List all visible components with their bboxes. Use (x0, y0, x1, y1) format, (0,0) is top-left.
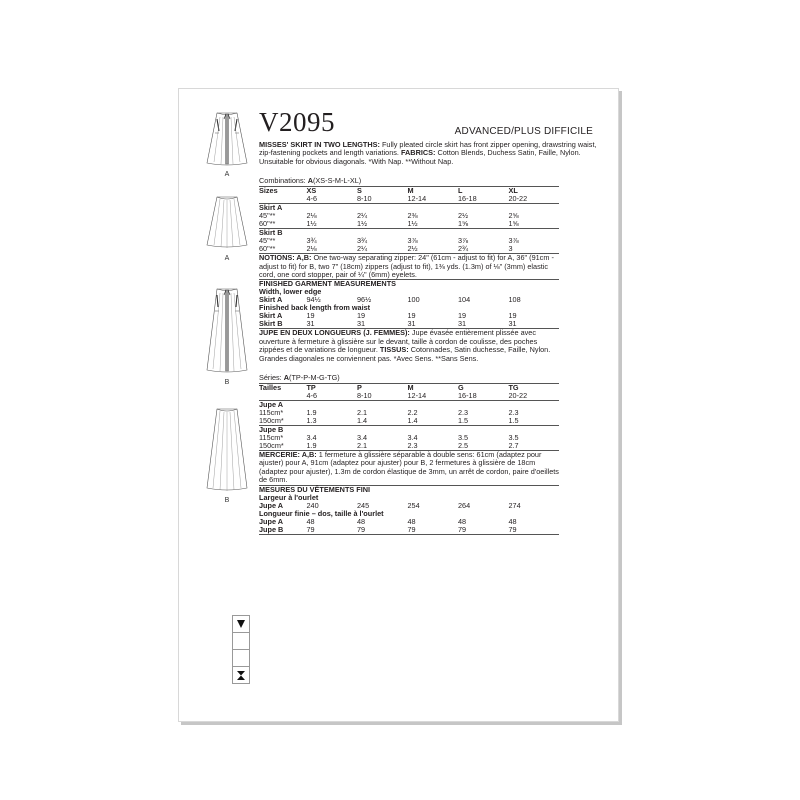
fabric-width: 150cm* (259, 416, 284, 426)
french-description-text: Jupe évasée entièrement plissée avec ouverture à fermeture à glissière sur le devant, taille à cordon de coulisse, des poches zippées et de variations de longueur. (259, 328, 538, 355)
skirt-b-back-drawing-icon (205, 407, 249, 493)
yardage-value: 2¼ (356, 244, 368, 254)
yardage-value: 2¾ (457, 244, 469, 254)
size-range: 8-10 (356, 391, 372, 401)
combinations-sizes: (TP-P-M-G-TG) (289, 373, 340, 383)
measurement-value: 48 (457, 516, 467, 526)
yardage-value: 2.2 (407, 408, 418, 418)
size-range-row (259, 392, 559, 401)
skirt-a-back-drawing-icon (205, 195, 249, 251)
fabric-width: 45"** (259, 211, 276, 221)
yardage-value: 1⅝ (508, 219, 519, 229)
measurement-value: 79 (356, 524, 366, 534)
yardage-value: 2⅛ (306, 244, 317, 254)
length-heading: Longueur finie – dos, taille à l'ourlet (259, 508, 384, 518)
yardage-value: 2.3 (407, 441, 418, 451)
yardage-value: 3.5 (457, 433, 469, 443)
yardage-value: 1.9 (306, 408, 317, 418)
notions-text: One two-way separating zipper: 24" (61cm - adjust to fit) for A, 36" (91cm - adjust to fit) for B, two 7" (18cm) zippers (adjust to fit), 1⅜ yds. (1.3m) of ⅛" (3mm) elastic cord, one cord stopper, pair of ¼" (6mm) eyelets. (259, 253, 554, 280)
yardage-value: 3.4 (407, 433, 418, 443)
yardage-value: 2½ (407, 244, 418, 254)
yardage-value: 2.3 (508, 408, 519, 418)
measurement-value: 254 (407, 500, 420, 510)
yardage-value: 3¾ (356, 236, 368, 246)
illustration-skirt-b-back (197, 407, 257, 504)
yardage-row (259, 220, 559, 229)
english-title: MISSES' SKIRT IN TWO LENGTHS: (259, 140, 380, 149)
measurement-value: 79 (407, 524, 416, 534)
view-label: Skirt B (259, 319, 283, 329)
fabric-width: 45"** (259, 236, 276, 246)
measurement-value: 96½ (356, 295, 372, 305)
yardage-value: 2⅜ (407, 211, 418, 221)
view-label: Skirt A (259, 295, 283, 305)
measurement-value: 19 (407, 311, 416, 321)
french-yardage-table (259, 383, 559, 450)
size-name: S (357, 187, 408, 196)
measurement-value: 48 (407, 516, 416, 526)
illustration-label: B (224, 379, 230, 386)
notions-text: 1 fermeture à glissière séparable à double sens: 61cm (adaptez pour ajuster) pour A, 91cm (adaptez pour ajuster) pour B, 2 fermetures à glissière de 18cm (adaptez pour ajuster), 1.3m de cordon élastique de 3mm, un arrêt de cordon, paire d'oeillets de 6mm. (259, 450, 559, 485)
fabric-width: 115cm* (259, 408, 284, 418)
yardage-row (259, 245, 559, 253)
finished-heading: MESURES DU VÊTEMENTS FINI (259, 485, 559, 494)
combinations-label: Combinations: (259, 176, 306, 186)
size-name: M (407, 384, 458, 393)
view-label: Jupe B (259, 524, 284, 534)
width-heading: Width, lower edge (259, 287, 322, 297)
yardage-value: 3.4 (356, 433, 368, 443)
size-name: L (458, 187, 509, 196)
yardage-value: 3⅞ (508, 236, 519, 246)
size-range: 8-10 (356, 194, 372, 204)
french-fabrics-text: Cotonnades, Satin duchesse, Faille, Nylon. Grandes diagonales ne conviennent pas. *Avec Sens. **Sans Sens. (259, 345, 551, 363)
french-description (259, 328, 559, 363)
combinations-view: A (283, 373, 290, 383)
measurement-value: 31 (306, 319, 315, 329)
english-notions (259, 253, 559, 279)
measurement-value: 19 (356, 311, 366, 321)
french-notions (259, 450, 559, 485)
yardage-value: 2.7 (508, 441, 519, 451)
illustration-skirt-a-back (197, 195, 257, 262)
measurement-value: 79 (508, 524, 517, 534)
fabric-width: 115cm* (259, 433, 284, 443)
blank-symbol-cell (233, 650, 249, 667)
measurement-value: 240 (306, 500, 319, 510)
english-description-text: Fully pleated circle skirt has front zipper opening, drawstring waist, zip-fastening pockets and length variations. (259, 140, 597, 158)
measurement-row (259, 526, 559, 534)
sizes-label: Tailles (259, 384, 306, 393)
measurement-value: 48 (306, 516, 315, 526)
measurement-value: 31 (356, 319, 366, 329)
size-name: G (458, 384, 509, 393)
size-range: 16-18 (457, 194, 477, 204)
size-range: 20-22 (508, 391, 528, 401)
yardage-value: 2¼ (356, 211, 368, 221)
yardage-value: 2.1 (356, 408, 368, 418)
yardage-value: 2⅝ (508, 211, 519, 221)
view-heading: Jupe B (259, 426, 559, 435)
size-range: 4-6 (306, 194, 318, 204)
pattern-number: V2095 (259, 107, 335, 137)
illustration-label: A (224, 255, 230, 262)
combinations-view: A (307, 176, 313, 186)
yardage-value: 1.5 (457, 416, 469, 426)
view-heading: Jupe A (259, 401, 559, 410)
size-range: 16-18 (457, 391, 477, 401)
sizes-label: Sizes (259, 187, 306, 196)
yardage-row (259, 442, 559, 450)
text-column (259, 89, 599, 535)
size-name: TG (508, 384, 559, 393)
notions-label: NOTIONS: A,B: (259, 253, 312, 263)
yardage-value: 2½ (457, 211, 469, 221)
yardage-value: 1.4 (356, 416, 368, 426)
english-yardage-table (259, 186, 559, 253)
measurement-value: 245 (356, 500, 370, 510)
french-finished-measurements (259, 485, 559, 534)
yardage-value: 3¾ (306, 236, 317, 246)
measurement-value: 104 (457, 295, 471, 305)
yardage-value: 3.4 (306, 433, 317, 443)
yardage-value: 1.9 (306, 441, 317, 451)
length-heading: Finished back length from waist (259, 303, 371, 313)
view-label: Jupe A (259, 500, 284, 510)
yardage-value: 1⅝ (457, 219, 469, 229)
illustration-label: B (224, 497, 230, 504)
yardage-value: 2.1 (356, 441, 368, 451)
measurement-value: 19 (306, 311, 315, 321)
yardage-value: 2⅛ (306, 211, 317, 221)
measurement-row (259, 320, 559, 328)
size-name: P (357, 384, 408, 393)
notions-label: MERCERIE: A,B: (259, 450, 317, 460)
measurement-value: 79 (457, 524, 467, 534)
size-range: 4-6 (306, 391, 318, 401)
yardage-value: 3⅞ (457, 236, 469, 246)
english-description (259, 141, 599, 166)
french-combinations (259, 373, 599, 383)
measurement-value: 31 (457, 319, 467, 329)
size-range: 20-22 (508, 194, 528, 204)
combinations-label: Séries: (259, 373, 282, 383)
pattern-envelope-back (178, 88, 619, 722)
yardage-value: 1.5 (508, 416, 519, 426)
size-range: 12-14 (407, 194, 427, 204)
measurement-value: 19 (457, 311, 467, 321)
size-name: M (407, 187, 458, 196)
measurement-value: 274 (508, 500, 521, 510)
english-combinations (259, 176, 599, 186)
view-label: Jupe A (259, 516, 284, 526)
fabric-width: 60"** (259, 244, 276, 254)
triangle-down-icon (233, 616, 249, 633)
measurement-value: 48 (356, 516, 366, 526)
size-name: XS (306, 187, 357, 196)
view-heading: Skirt B (259, 229, 559, 238)
english-finished-measurements (259, 279, 559, 328)
skirt-a-front-drawing-icon (205, 111, 249, 167)
yardage-value: 3 (508, 244, 513, 254)
measurement-value: 100 (407, 295, 420, 305)
fabric-symbol-legend (232, 615, 250, 684)
size-range: 12-14 (407, 391, 427, 401)
yardage-value: 1.3 (306, 416, 317, 426)
hourglass-icon (233, 667, 249, 683)
yardage-value: 3⅞ (407, 236, 418, 246)
width-heading: Largeur à l'ourlet (259, 492, 319, 502)
combinations-sizes: (XS-S-M-L-XL) (312, 176, 362, 186)
french-fabrics-label: TISSUS: (379, 345, 409, 355)
yardage-value: 1½ (306, 219, 317, 229)
measurement-value: 31 (508, 319, 517, 329)
fabric-width: 60"** (259, 219, 276, 229)
size-range-row (259, 195, 559, 204)
yardage-value: 2.3 (457, 408, 469, 418)
measurement-value: 94½ (306, 295, 321, 305)
french-title: JUPE EN DEUX LONGUEURS (J. FEMMES): (259, 328, 410, 338)
yardage-value: 1½ (407, 219, 418, 229)
measurement-value: 108 (508, 295, 521, 305)
measurement-value: 264 (457, 500, 471, 510)
blank-symbol-cell (233, 633, 249, 650)
size-name: TP (306, 384, 357, 393)
measurement-value: 19 (508, 311, 517, 321)
illustration-skirt-a-front (197, 111, 257, 178)
view-label: Skirt A (259, 311, 283, 321)
yardage-value: 1½ (356, 219, 368, 229)
fabric-width: 150cm* (259, 441, 284, 451)
english-fabrics-label: FABRICS: (400, 148, 436, 158)
title-row (259, 89, 599, 141)
measurement-value: 79 (306, 524, 315, 534)
view-heading: Skirt A (259, 204, 559, 213)
yardage-value: 3.5 (508, 433, 519, 443)
difficulty-label: ADVANCED/PLUS DIFFICILE (454, 126, 593, 137)
measurement-value: 48 (508, 516, 517, 526)
finished-heading: FINISHED GARMENT MEASUREMENTS (259, 280, 559, 289)
yardage-value: 2.5 (457, 441, 469, 451)
end-divider (259, 534, 559, 535)
illustration-skirt-b-front (197, 287, 257, 386)
size-name: XL (508, 187, 559, 196)
illustration-label: A (224, 171, 230, 178)
skirt-b-front-drawing-icon (205, 287, 249, 375)
english-fabrics-text: Cotton Blends, Duchess Satin, Faille, Nylon. Unsuitable for obvious diagonals. *With Nap. **Without Nap. (259, 148, 581, 166)
measurement-value: 31 (407, 319, 416, 329)
yardage-value: 1.4 (407, 416, 418, 426)
yardage-row (259, 417, 559, 426)
